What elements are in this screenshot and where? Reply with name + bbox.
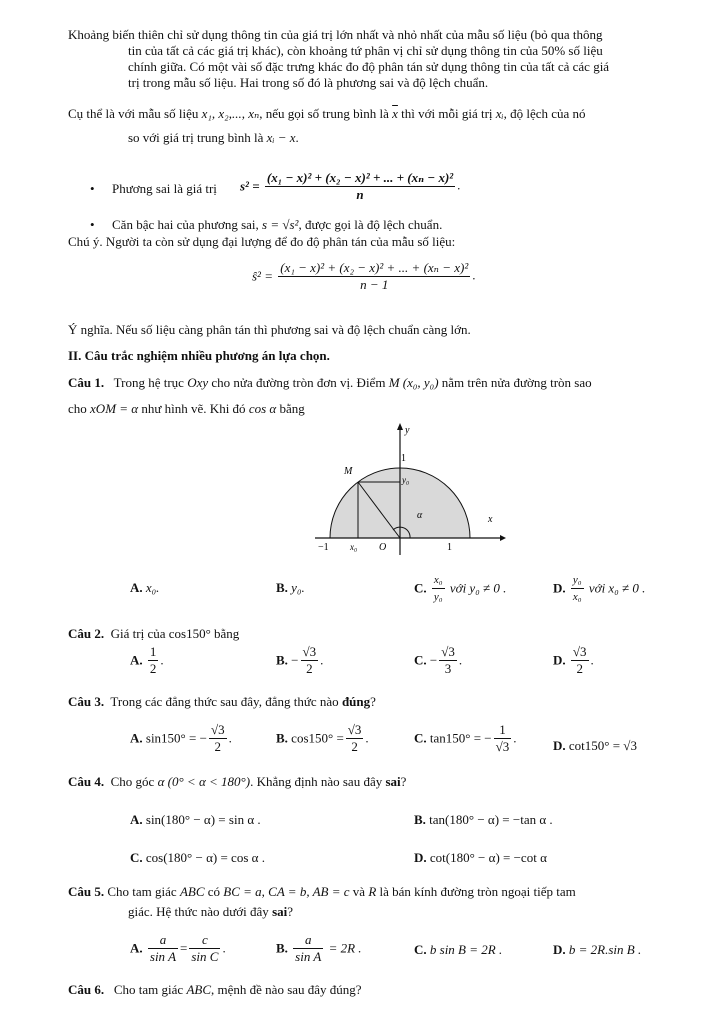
option-fraction [571,644,589,677]
label-o: O [379,542,387,553]
shat-numerator: (x₁ − x)² + (x₂ − x)² + ... + (xₙ − x)² [280,260,469,275]
shat-lhs: ŝ² = [252,268,273,284]
option-letter: C. [414,730,427,746]
option-value: cos(180° − α) = cos α . [145,850,265,865]
q2-label: Câu 2. [68,626,105,641]
math-angle: xOM = α [90,401,139,416]
text: Giá trị của cos150° bằng [110,626,240,641]
bullet-dot: • [90,181,95,196]
fraction-denominator: x₀ [572,591,582,603]
minus-sign: − [429,652,438,668]
text: ? [287,904,294,919]
option-letter: C. [414,942,427,957]
text: Cụ thể là với mẫu số liệu [68,106,199,121]
q5-label: Câu 5. [68,884,105,899]
q6-label: Câu 6. [68,982,105,997]
option-letter: A. [130,730,143,746]
option-value: y₀. [291,580,305,595]
keyword-correct: đúng [341,694,371,709]
meaning-line: Ý nghĩa. Nếu số liệu càng phân tán thì phương sai và độ lệch chuẩn càng lớn. [68,322,471,337]
text: Cho tam giác [107,884,177,899]
keyword-false: sai [272,904,288,919]
option-letter: D. [553,652,566,668]
math-point-m: M (x₀, y₀) [388,375,439,390]
fraction-numerator: √3 [210,722,225,737]
text: so với giá trị trung bình là [128,130,264,145]
q5-option-b[interactable] [276,932,362,965]
q1-line-1 [68,375,592,391]
option-lhs: cos150° = [291,730,344,746]
math-vars: x₁, x₂,..., xₙ [201,106,260,121]
q3-option-b[interactable]: B. cos150° = $\frac{√3}{2}$ . [276,722,369,754]
variance-lhs: s² = [240,178,260,194]
math-triangle: ABC [186,982,212,997]
fraction-numerator: √3 [347,722,362,737]
option-fraction [571,572,584,605]
option-letter: D. [414,850,427,865]
intro-line-2: tin của tất cả các giá trị khác), còn khoảng tứ phân vị chỉ sử dụng thông tin của 50% số liệu [128,43,603,58]
q5-option-d[interactable] [553,942,641,958]
q2-option-d[interactable]: D. $\frac{√3}{2}$ . [553,644,594,676]
label-y0: y₀ [402,475,410,485]
option-value: tan(180° − α) = −tan α . [429,812,553,827]
q5-line-2 [128,904,293,920]
option-letter: D. [553,580,566,596]
fraction-denominator: 2 [306,661,313,676]
label-x: x [488,514,493,525]
text: , mệnh đề nào sau đây đúng? [211,982,362,997]
option-letter: A. [130,812,143,827]
option-condition: với x₀ ≠ 0 . [588,580,646,596]
q5-line-1 [68,884,576,900]
text: . Khẳng định nào sau đây [250,774,383,789]
option-letter: C. [414,580,427,596]
text: như hình vẽ. Khi đó [141,401,246,416]
intro-line-3: chính giữa. Có một vài số đặc trưng khác đo độ phân tán sử dụng thông tin của tất cả các giá [128,59,610,74]
option-fraction [301,644,319,677]
option-rhs: = 2R . [328,940,362,956]
option-fraction [189,932,220,965]
text: có [207,884,221,899]
option-fraction [439,644,457,677]
text: cho [68,401,87,416]
q4-option-d[interactable] [414,850,547,866]
option-letter: A. [130,652,143,668]
q3-label: Câu 3. [68,694,105,709]
option-value: sin(180° − α) = sin α . [145,812,261,827]
bullet-dot: • [90,217,95,232]
bullet-stddev [112,217,442,233]
stddev-formula: s = √s² [262,217,299,232]
option-fraction [432,572,445,605]
fraction-denominator: 3 [444,661,452,676]
intro-line-4: trị trong mẫu số liệu. Hai trong số đó là phương sai và độ lệch chuẩn. [128,75,489,90]
intro-deviation-line: so với giá trị trung bình là xᵢ − x. [128,130,299,145]
option-letter: B. [276,730,288,746]
q4-option-b[interactable] [414,812,553,828]
option-fraction [148,644,159,677]
option-letter: A. [130,940,143,956]
text: Cho tam giác [113,982,184,997]
text: , độ lệch của nó [503,106,586,121]
x-axis-arrow [500,535,506,541]
q1-label: Câu 1. [68,375,105,390]
q1-option-c[interactable] [414,572,506,605]
variance-denominator: n [356,187,364,202]
text: thì với mỗi giá trị [401,106,493,121]
text: Trong hệ trục [113,375,184,390]
shat-formula: ŝ² = $\frac{\text{(x₁ − x)² + (x₂ − x)² + ... + (xₙ − x)²}}{n - 1}$ . [252,260,476,292]
variance-fraction [265,170,455,203]
q4-option-a[interactable] [130,812,261,828]
option-value: b sin B = 2R . [429,942,503,957]
option-value: x₀. [145,580,160,595]
fraction-denominator: √3 [495,739,510,754]
math-triangle: ABC [179,884,205,899]
fraction-numerator: √3 [441,644,455,659]
intro-line-1: Khoảng biến thiên chỉ sử dụng thông tin của giá trị lớn nhất và nhỏ nhất của mẫu số liệu (bỏ qua thông [68,27,603,42]
option-condition: với y₀ ≠ 0 . [449,580,507,596]
option-letter: A. [130,580,143,595]
fraction-denominator: sin A [295,949,322,964]
fraction-numerator: y₀ [571,572,584,589]
q3-option-c[interactable]: C. tan150° = − $\frac{1}{√3}$ . [414,722,517,754]
q5-option-c[interactable] [414,942,502,958]
option-lhs: tan150° = − [429,730,492,746]
text: cho nửa đường tròn đơn vị. Điểm [211,375,386,390]
math-oxy: Oxy [187,375,209,390]
fraction-numerator: a [293,932,323,949]
fraction-denominator: y₀ [433,591,443,603]
label-one-right: 1 [447,542,452,553]
text: là bán kính đường tròn ngoại tiếp tam [379,884,576,899]
option-fraction [293,932,323,965]
math-r: R [368,884,377,899]
unit-semicircle-figure [310,420,510,560]
fraction-denominator: 2 [351,739,358,754]
variance-numerator: (x₁ − x)² + (x₂ − x)² + ... + (xₙ − x)² [266,170,454,185]
fraction-denominator: sin A [149,949,177,964]
fraction-numerator: a [148,932,178,949]
text: và [352,884,366,899]
q1-option-b[interactable] [276,580,305,596]
q4-stem [68,774,406,790]
bullet-variance-label: Phương sai là giá trị [112,181,217,196]
math-angle-range: α (0° < α < 180°) [157,774,251,789]
q1-option-a[interactable] [130,580,159,596]
option-fraction [494,722,512,755]
option-fraction [148,932,178,965]
fraction-numerator: c [189,932,220,949]
text: , nếu gọi số trung bình là [259,106,389,121]
math-xbar: $\overline{x}$ [392,106,398,121]
text: Trong các đẳng thức sau đây, đẳng thức nào [110,694,339,709]
text: giác. Hệ thức nào dưới đây [128,904,269,919]
q4-option-c[interactable] [130,850,265,866]
option-fraction [346,722,364,755]
fraction-numerator: √3 [302,644,317,659]
option-value: b = 2R.sin B . [568,942,642,957]
option-letter: B. [414,812,426,827]
math-cos: cos α [248,401,277,416]
math-sides: BC = a, CA = b, AB = c [223,884,350,899]
fraction-denominator: sin C [191,949,219,964]
text: nằm trên nửa đường tròn sao [441,375,592,390]
option-lhs: sin150° = − [145,730,207,746]
option-letter: B. [276,652,288,668]
q2-option-a[interactable]: A. $\frac{1}{2}$ . [130,644,164,676]
fraction-numerator: x₀ [432,572,445,589]
q1-line-2 [68,401,305,417]
q4-label: Câu 4. [68,774,105,789]
fraction-denominator: 2 [576,661,583,676]
text: bằng [279,401,305,416]
text: ? [370,694,376,709]
label-one-top: 1 [401,453,406,464]
y-axis-arrow [397,423,403,430]
q5-option-a[interactable]: A. $\frac{a}{\text{sin A}}$ = $\frac{c}{\text{sin C}}$ . [130,932,226,964]
q2-option-c[interactable]: C. − $\frac{√3}{3}$ . [414,644,463,676]
label-x0: x₀ [350,542,358,552]
q2-stem [68,626,239,642]
option-letter: B. [276,580,288,595]
intro-sample-line [68,106,586,122]
fraction-denominator: 2 [214,739,221,754]
section-title: II. Câu trắc nghiệm nhiều phương án lựa chọn. [68,348,330,363]
math-xi: xᵢ [495,106,504,121]
q2-option-b[interactable]: B. − $\frac{√3}{2}$ . [276,644,324,676]
option-value: cot150° = √3 [568,738,637,753]
option-letter: B. [276,940,288,956]
text: Cho góc [110,774,155,789]
fraction-numerator: 1 [149,644,157,659]
option-fraction [209,722,227,755]
shat-denominator: n − 1 [360,277,389,292]
fraction-numerator: 1 [494,722,512,739]
option-value: cot(180° − α) = −cot α [429,850,547,865]
fraction-numerator: √3 [572,644,587,659]
text: , được gọi là độ lệch chuẩn. [298,217,443,232]
text: Căn bậc hai của phương sai, [112,217,259,232]
q3-stem [68,694,376,710]
option-letter: D. [553,738,566,753]
math-deviation: xᵢ − x [266,130,296,145]
q3-option-a[interactable]: A. sin150° = − $\frac{√3}{2}$ . [130,722,232,754]
option-letter: C. [414,652,427,668]
minus-sign: − [291,652,299,668]
option-letter: D. [553,942,566,957]
keyword-false: sai [385,774,401,789]
q1-option-d[interactable] [553,572,645,605]
label-alpha: α [417,510,423,521]
shat-fraction [278,260,470,293]
label-y: y [405,425,410,436]
note-line: Chú ý. Người ta còn sử dụng đại lượng để đo độ phân tán của mẫu số liệu: [68,234,456,249]
q6-stem [68,982,362,998]
option-letter: C. [130,850,143,865]
label-minus-one: −1 [318,542,329,553]
variance-formula: s² = $\frac{\text{(x₁ − x)² + (x₂ − x)² + ... + (xₙ − x)²}}{n}$ . [240,170,461,202]
text: ? [400,774,407,789]
q3-option-d[interactable] [553,738,637,754]
fraction-denominator: 2 [149,661,157,676]
label-m: M [344,466,353,477]
